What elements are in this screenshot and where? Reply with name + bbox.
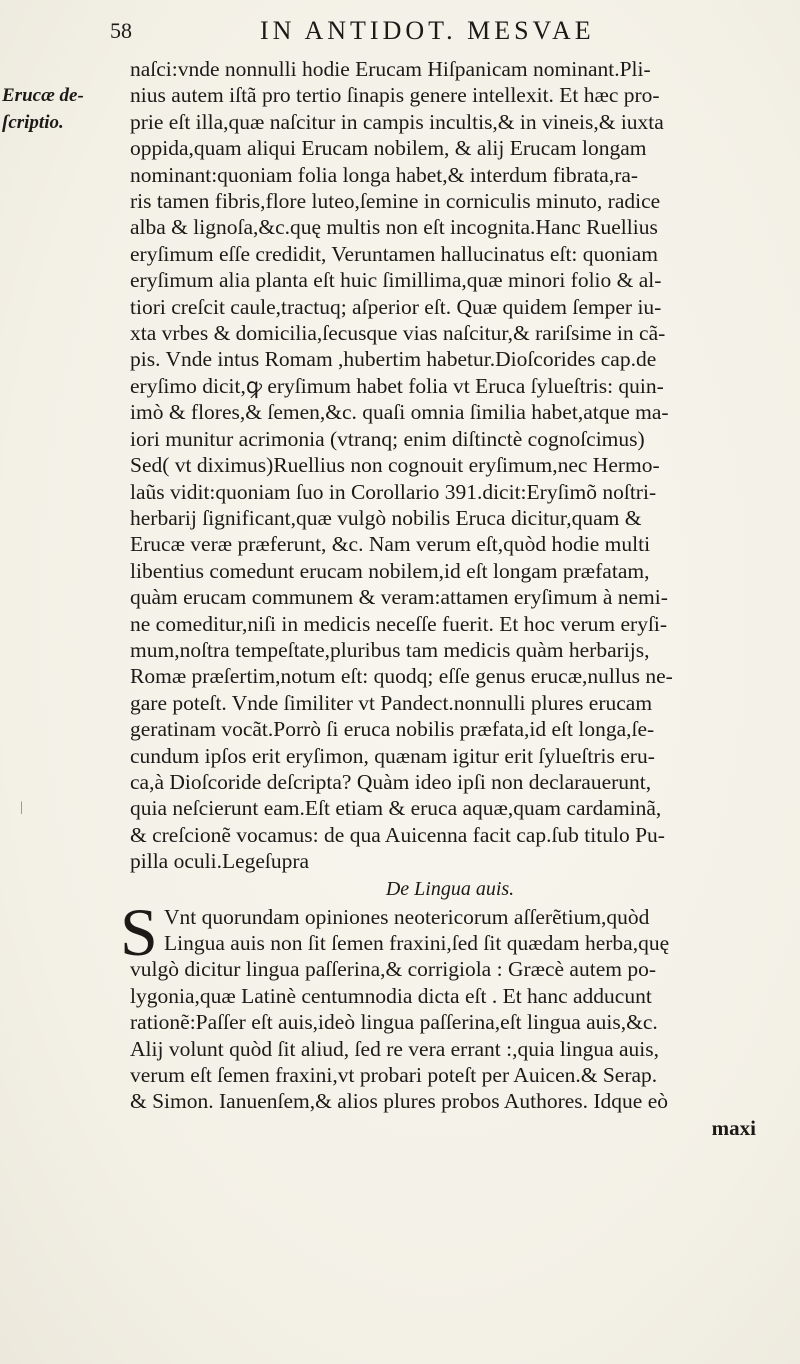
main-text bbox=[120, 56, 770, 1141]
text-line: pis. Vnde intus Romam ,hubertim habetur.Dioſcorides cap.de bbox=[130, 347, 657, 372]
text-line: cundum ipſos erit eryſimon, quænam igitur erit ſylueſtris eru- bbox=[130, 743, 655, 768]
section-heading: De Lingua auis. bbox=[385, 877, 515, 900]
text-line: xta vrbes & domicilia,ſecusque vias naſcitur,& rariſsime in cã- bbox=[130, 321, 666, 346]
text-line: Sed( vt diximus)Ruellius non cognouit eryſimum,nec Hermo- bbox=[130, 453, 660, 478]
text-line: libentius comedunt erucam nobilem,id eſt longam præfatam, bbox=[130, 558, 650, 583]
text-line: iori munitur acrimonia (vtranq; enim diſtinctè cognoſcimus) bbox=[130, 426, 645, 451]
page-header bbox=[110, 12, 770, 48]
text-line: ris tamen fibris,flore luteo,ſemine in corniculis minuto, radice bbox=[130, 189, 661, 214]
margin-mark: | bbox=[20, 800, 23, 815]
text-line: eryſimo dicit,ꝙ eryſimum habet folia vt Eruca ſylueſtris: quin- bbox=[130, 373, 664, 398]
text-line: Vnt quorundam opiniones neotericorum aſſerẽtium,quòd bbox=[164, 904, 650, 929]
text-line: ca,à Dioſcoride deſcripta? Quàm ideo ipſi non declarauerunt, bbox=[130, 769, 652, 794]
text-line: nius autem iſtã pro tertio ſinapis genere intellexit. Et hæc pro- bbox=[130, 83, 660, 108]
text-line: gare poteſt. Vnde ſimiliter vt Pandect.nonnulli plures erucam bbox=[130, 690, 653, 715]
text-line: & Simon. Ianuenſem,& alios plures probos Authores. Idque eò bbox=[130, 1089, 669, 1114]
text-line: oppida,quam aliqui Erucam nobilem, & alij Erucam longam bbox=[130, 136, 647, 161]
text-line: herbarij ſignificant,quæ vulgò nobilis Eruca dicitur,quam & bbox=[130, 505, 642, 530]
text-line: quàm erucam communem & veram:attamen eryſimum à nemi- bbox=[130, 585, 668, 610]
text-line: eryſimum alia planta eſt huic ſimillima,quæ minori folio & al- bbox=[130, 268, 662, 293]
running-head: IN ANTIDOT. MESVAE bbox=[260, 16, 595, 45]
paragraph-lingua-auis bbox=[120, 893, 770, 1115]
text-line: verum eſt ſemen fraxini,vt probari poteſt per Auicen.& Serap. bbox=[130, 1063, 658, 1088]
text-line: pilla oculi.Legeſupra bbox=[130, 849, 310, 874]
text-line: geratinam vocãt.Porrò ſi eruca nobilis præfata,id eſt longa,ſe- bbox=[130, 717, 655, 742]
text-line: quia neſcierunt eam.Eſt etiam & eruca aquæ,quam cardaminã, bbox=[130, 796, 662, 821]
text-line: alba & lignoſa,&c.quę multis non eſt incognita.Hanc Ruellius bbox=[130, 215, 658, 240]
text-line: & creſcionẽ vocamus: de qua Auicenna facit cap.ſub titulo Pu- bbox=[130, 822, 665, 847]
text-line: laũs vidit:quoniam ſuo in Corollario 391.dicit:Eryſimõ noſtri- bbox=[130, 479, 657, 504]
text-line: mum,noſtra tempeſtate,pluribus tam medicis quàm herbarijs, bbox=[130, 637, 650, 662]
text-line: rationẽ:Paſſer eſt auis,ideò lingua paſſerina,eſt lingua auis,&c. bbox=[130, 1010, 658, 1035]
catchword: maxi bbox=[711, 1115, 756, 1140]
marginal-note bbox=[2, 82, 84, 136]
text-line: nominant:quoniam folia longa habet,& interdum fibrata,ra- bbox=[130, 162, 639, 187]
text-line: Alij volunt quòd ſit aliud, ſed re vera errant :,quia lingua auis, bbox=[130, 1036, 660, 1061]
text-line: Erucæ veræ præferunt, &c. Nam verum eſt,quòd hodie multi bbox=[130, 532, 651, 557]
text-line: imò & flores,& ſemen,&c. quaſi omnia ſimilia habet,atque ma- bbox=[130, 400, 669, 425]
marginal-note-line: ſcriptio. bbox=[2, 112, 64, 133]
text-line: prie eſt illa,quæ naſcitur in campis incultis,& in vineis,& iuxta bbox=[130, 109, 664, 134]
text-line: naſci:vnde nonnulli hodie Erucam Hiſpanicam nominant.Pli- bbox=[130, 57, 651, 81]
text-line: tiori creſcit caule,tractuq; aſperior eſt. Quæ quidem ſemper iu- bbox=[130, 294, 662, 319]
paragraph-eruca bbox=[130, 56, 770, 875]
text-line: Lingua auis non ſit ſemen fraxini,ſed ſit quædam herba,quę bbox=[164, 931, 670, 955]
text-line: eryſimum eſſe credidit, Veruntamen hallucinatus eſt: quoniam bbox=[130, 241, 658, 266]
marginal-note-line: Erucæ de- bbox=[2, 85, 84, 106]
text-line: lygonia,quæ Latinè centumnodia dicta eſt . Et hanc adducunt bbox=[130, 983, 652, 1008]
page-number: 58 bbox=[110, 18, 132, 43]
text-line: vulgò dicitur lingua paſſerina,& corrigiola : Græcè autem po- bbox=[130, 957, 656, 982]
text-line: ne comeditur,niſi in medicis neceſſe fuerit. Et hoc verum eryſi- bbox=[130, 611, 668, 636]
drop-cap: S bbox=[120, 893, 158, 970]
text-line: Romæ præſertim,notum eſt: quodq; eſſe genus erucæ,nullus ne- bbox=[130, 664, 673, 689]
